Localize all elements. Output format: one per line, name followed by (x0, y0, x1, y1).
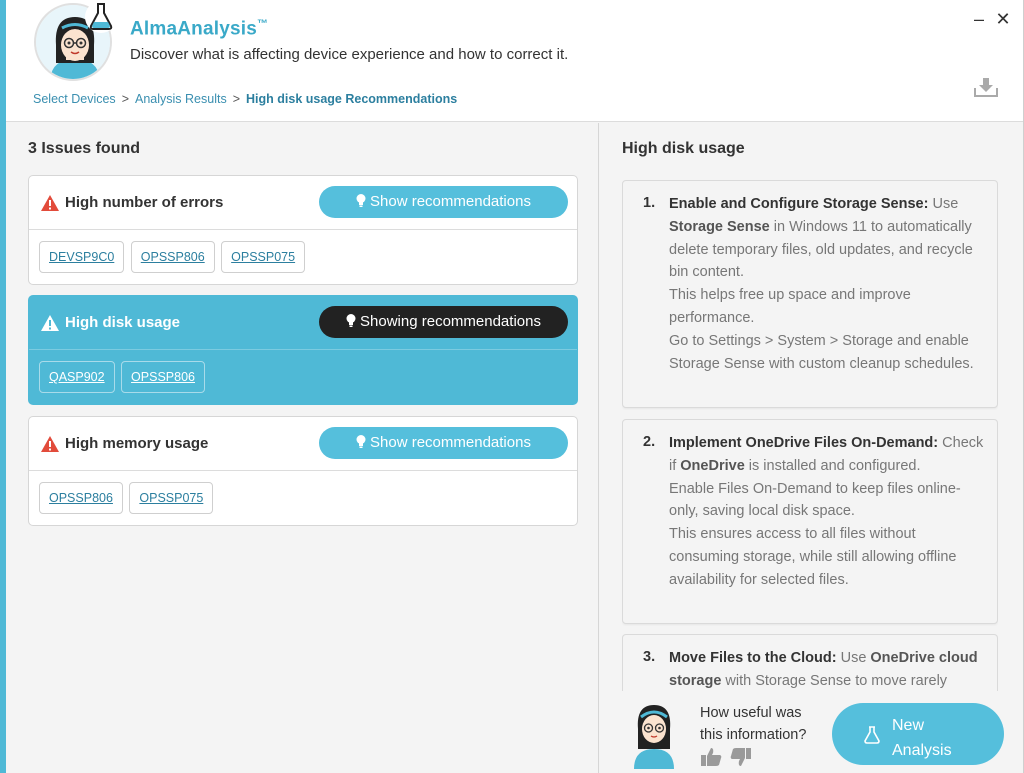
device-chip[interactable]: OPSSP806 (39, 482, 123, 514)
breadcrumb-separator: > (121, 92, 129, 106)
showing-recommendations-button[interactable]: Showing recommendations (319, 306, 568, 338)
app-subtitle: Discover what is affecting device experience and how to correct it. (130, 46, 569, 63)
download-icon[interactable] (973, 76, 999, 98)
header (6, 0, 1024, 122)
issue-card (28, 416, 578, 526)
recommendation-card (622, 419, 998, 624)
issue-card-active (28, 295, 578, 405)
assistant-avatar (632, 699, 676, 769)
issue-header (29, 417, 577, 471)
issue-title: High number of errors (65, 194, 224, 211)
recommendation-number: 3. (643, 649, 656, 665)
recommendation-card (622, 634, 998, 691)
device-chip[interactable]: DEVSP9C0 (39, 241, 124, 273)
lightbulb-icon (356, 435, 366, 448)
feedback-question: How useful was this information? (700, 705, 807, 743)
flask-icon (84, 0, 118, 34)
recommendations-title: High disk usage (622, 140, 745, 157)
new-analysis-button[interactable]: New Analysis (832, 703, 1004, 765)
issue-header (29, 296, 577, 350)
issues-pane (6, 123, 599, 773)
recommendation-number: 2. (643, 434, 656, 450)
device-list (29, 471, 577, 525)
recommendation-card (622, 180, 998, 408)
breadcrumb-current: High disk usage Recommendations (246, 92, 458, 106)
breadcrumb-item-select-devices[interactable]: Select Devices (33, 92, 116, 106)
recommendation-number: 1. (643, 195, 656, 211)
feedback-footer (600, 691, 1024, 773)
device-chip[interactable]: OPSSP075 (129, 482, 213, 514)
close-button[interactable]: ✕ (995, 9, 1011, 29)
device-chip[interactable]: OPSSP806 (131, 241, 215, 273)
feedback-thumbs (700, 747, 756, 772)
flask-icon (864, 726, 880, 744)
issue-header (29, 176, 577, 230)
app-title: AlmaAnalysis™ (130, 18, 269, 40)
breadcrumb (33, 92, 457, 106)
recommendations-pane (600, 123, 1024, 773)
warning-icon (40, 194, 60, 212)
issue-title: High memory usage (65, 435, 209, 452)
show-recommendations-button[interactable]: Show recommendations (319, 427, 568, 459)
breadcrumb-item-analysis-results[interactable]: Analysis Results (135, 92, 227, 106)
recommendations-list[interactable] (622, 180, 998, 691)
minimize-button[interactable]: – (973, 9, 984, 29)
issues-count: 3 Issues found (28, 140, 141, 157)
thumbs-up-icon[interactable] (700, 747, 722, 767)
recommendation-text: Enable and Configure Storage Sense: Use Storage Sense in Windows 11 to automatically delete temporary files, old updates, and recycle bin content. This helps free up space and improve performance. Go to Settings > System > Storage and enable Storage Sense with custom cleanup schedules. (669, 196, 974, 372)
warning-icon (40, 435, 60, 453)
issue-title: High disk usage (65, 314, 181, 331)
show-recommendations-button[interactable]: Show recommendations (319, 186, 568, 218)
device-chip[interactable]: OPSSP806 (121, 361, 205, 393)
lightbulb-icon (346, 314, 356, 327)
device-list (29, 230, 577, 284)
device-chip[interactable]: OPSSP075 (221, 241, 305, 273)
lightbulb-icon (356, 194, 366, 207)
thumbs-down-icon[interactable] (730, 747, 752, 767)
recommendation-text: Implement OneDrive Files On-Demand: Check if OneDrive is installed and configured. Enable Files On-Demand to keep files online-only, saving local disk space. This ensures access to all files without consuming storage, while still allowing offline availability for selected files. (669, 435, 984, 588)
recommendation-text: Move Files to the Cloud: Use OneDrive cloud storage with Storage Sense to move rarely (669, 650, 978, 689)
issue-card (28, 175, 578, 285)
breadcrumb-separator: > (232, 92, 241, 106)
device-chip[interactable]: QASP902 (39, 361, 115, 393)
warning-icon (40, 314, 60, 332)
device-list (29, 350, 577, 404)
